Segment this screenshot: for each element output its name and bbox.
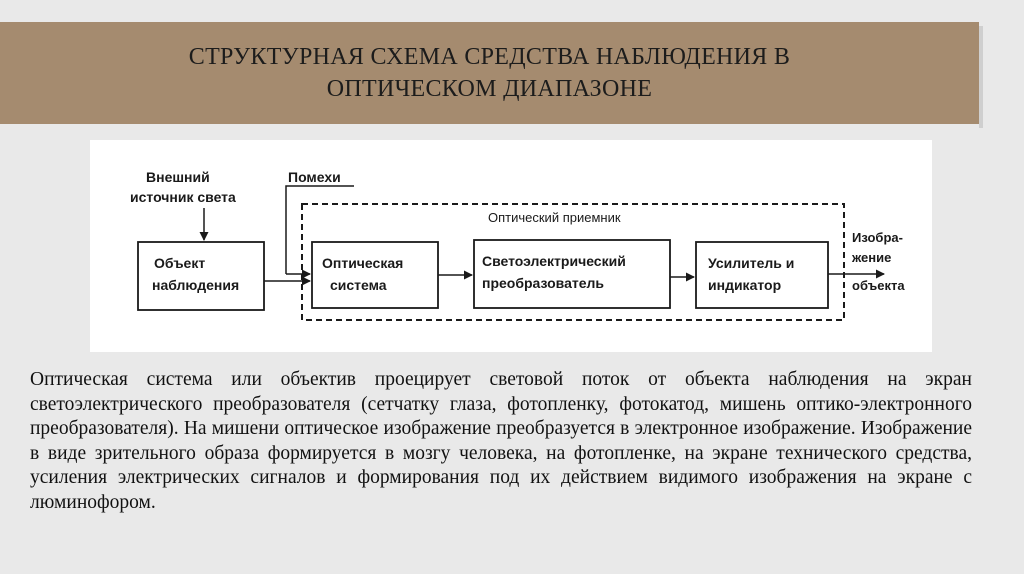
description-paragraph: Оптическая система или объектив проецирует световой поток от объекта наблюдения на экран светоэлектрического преобразователя (сетчатку глаза, фотопленку, фотокатод, мишень оптико-электронного преобразователя). На мишени оптическое изображение преобразуется в электронное изображение. Изображение в виде зрительного образа формируется в мозгу человека, на фотопленке, на экране технического средства, усиления электрических сигналов и формирования под их действием видимого изображения на экране с люминофором. bbox=[30, 369, 972, 513]
block-amplifier bbox=[696, 242, 828, 308]
block-optical-line-1: Оптическая bbox=[322, 255, 404, 271]
title-line-2: ОПТИЧЕСКОМ ДИАПАЗОНЕ bbox=[326, 76, 653, 102]
diagram-panel bbox=[90, 140, 932, 352]
page-title bbox=[0, 22, 979, 124]
output-label-line-2: жение bbox=[852, 250, 892, 265]
interference-label: Помехи bbox=[288, 169, 341, 185]
external-light-label-1: Внешний bbox=[146, 169, 210, 185]
block-converter-line-2: преобразователь bbox=[482, 275, 605, 291]
external-light-label-2: источник света bbox=[130, 189, 236, 205]
title-line-1: СТРУКТУРНАЯ СХЕМА СРЕДСТВА НАБЛЮДЕНИЯ В bbox=[188, 44, 791, 70]
block-converter bbox=[474, 240, 670, 308]
block-amplifier-line-2: индикатор bbox=[708, 277, 782, 293]
block-amplifier-line-1: Усилитель и bbox=[708, 255, 795, 271]
title-band bbox=[0, 22, 979, 124]
block-object-line-2: наблюдения bbox=[152, 277, 240, 293]
block-converter-line-1: Светоэлектрический bbox=[482, 253, 626, 269]
optical-receiver-label: Оптический приемник bbox=[488, 210, 621, 225]
output-label-line-3: объекта bbox=[852, 278, 905, 293]
output-label-line-1: Изобра- bbox=[852, 230, 903, 245]
block-diagram bbox=[90, 140, 932, 352]
block-object bbox=[138, 242, 264, 310]
block-optical-system bbox=[312, 242, 438, 308]
block-optical-line-2: система bbox=[330, 277, 387, 293]
title-band-shadow bbox=[979, 26, 983, 128]
block-object-line-1: Объект bbox=[154, 255, 206, 271]
